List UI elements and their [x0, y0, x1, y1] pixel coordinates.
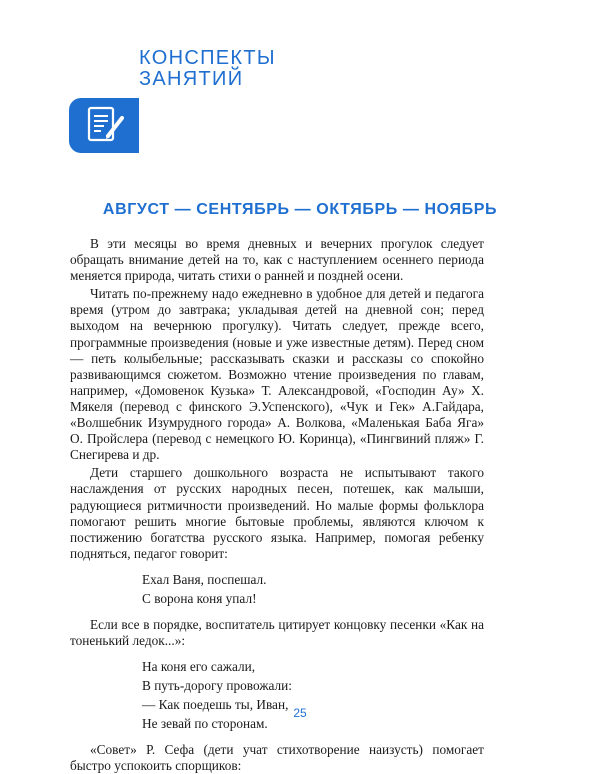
body-text — [70, 236, 484, 774]
verse-1 — [70, 570, 484, 608]
paragraph-3: Дети старшего дошкольного возраста не испытывают такого наслаждения от русских народных песен, потешек, как малыши, радующиеся ритмичности произведений. Но малые формы фольклора помогают решить многие бытовые проблемы, являются ключом к постижению богатства русского языка. Например, помогая ребенку подняться, педагог говорит: — [70, 465, 484, 561]
verse-line: На коня его сажали, — [142, 659, 256, 675]
paragraph-1: В эти месяцы во время дневных и вечерних прогулок следует обращать внимание детей на то, как с наступлением осеннего периода меняется природа, читать стихи о ранней и поздней осени. — [70, 236, 484, 284]
verse-line: Ехал Ваня, поспешал. — [142, 571, 267, 587]
section-title — [139, 48, 276, 90]
months-heading: АВГУСТ — СЕНТЯБРЬ — ОКТЯБРЬ — НОЯБРЬ — [102, 201, 498, 218]
verse-line: В путь-дорогу провожали: — [142, 678, 292, 694]
section-title-line2: ЗАНЯТИЙ — [139, 68, 244, 90]
paragraph-4: Если все в порядке, воспитатель цитирует концовку песенки «Как на тоненький ледок...»: — [70, 616, 484, 648]
page-number: 25 — [293, 706, 307, 720]
document-pen-icon — [69, 98, 139, 153]
verse-line: Не зевай по сторонам. — [142, 716, 268, 732]
paragraph-2: Читать по-прежнему надо ежедневно в удобное для детей и педагога время (утром до завтрака; укладывая детей на дневной сон; перед выходом на вечернюю прогулку). Читать следует, прежде всего, программные произведения (новые и уже известные детям). Перед сном — петь колыбельные; рассказывать сказки и рассказы со спокойно развивающимся сюжетом. Возможно чтение произведения по главам, например, «Домовенок Кузька» Т. Александровой, «Господин Ау» Х. Мякеля (перевод с финского Э.Успенского), «Чук и Гек» А.Гайдара, «Волшебник Изумрудного города» А. Волкова, «Маленькая Баба Яга» О. Пройслера (перевод с немецкого Ю. Коринца), «Пингвиний пляж» Г. Снегирева и др. — [70, 286, 484, 463]
verse-2 — [70, 657, 484, 733]
verse-line: — Как поедешь ты, Иван, — [142, 697, 289, 713]
verse-line: С ворона коня упал! — [142, 590, 257, 606]
section-title-line1: КОНСПЕКТЫ — [139, 47, 276, 69]
paragraph-5: «Совет» Р. Сефа (дети учат стихотворение наизусть) помогает быстро успокоить спорщиков: — [70, 742, 484, 774]
